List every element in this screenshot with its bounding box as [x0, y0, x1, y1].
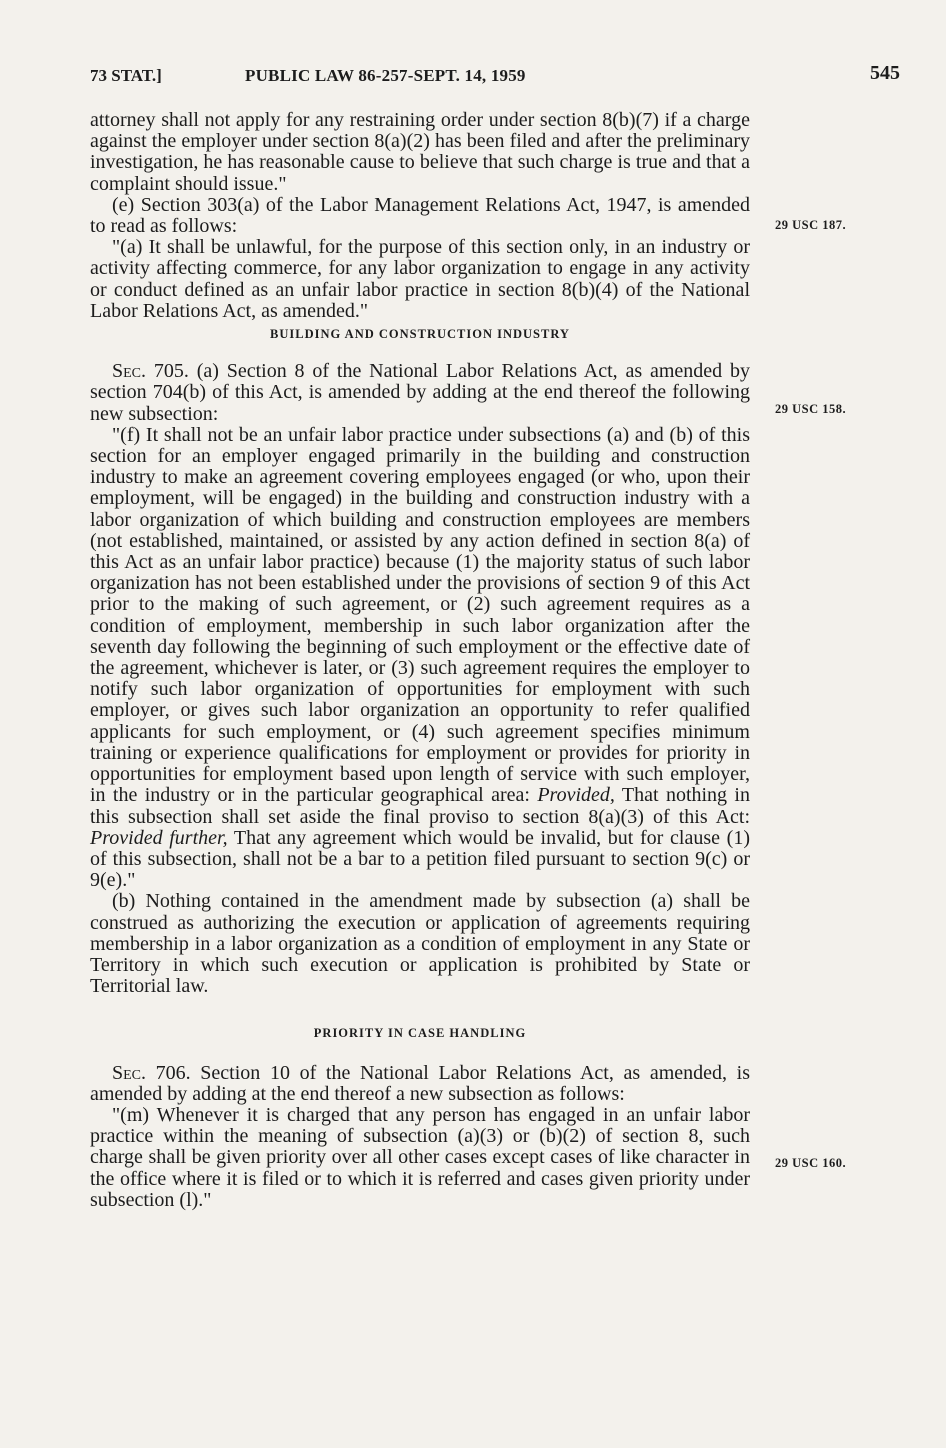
section-heading-building: BUILDING AND CONSTRUCTION INDUSTRY: [270, 327, 570, 342]
paragraph-quoted-303a: "(a) It shall be unlawful, for the purpose of this section only, in an industry or activity affecting commerce, for any labor organization to engage in any activity or conduct defined as an unfair labor practice in section 8(b)(4) of the National Labor Relations Act, as amended.": [90, 236, 750, 322]
section-heading-priority: PRIORITY IN CASE HANDLING: [313, 1026, 527, 1041]
paragraph-sec-705: [90, 361, 750, 425]
sec-label-705: Sec.: [112, 360, 147, 383]
sec-705-text: 705. (a) Section 8 of the National Labor Relations Act, as amended by section 704(b) of this Act, is amended by adding at the end thereof the following new subsection:: [90, 360, 750, 425]
paragraph-subsection-f: [90, 425, 750, 891]
provided-term-2: Provided further,: [90, 826, 228, 849]
paragraph-intro: attorney shall not apply for any restraining order under section 8(b)(7) if a charge against the employer under section 8(a)(2) has been filed and after the preliminary investigation, he has reasonable cause to believe that such charge is true and that a complaint should issue.": [90, 109, 750, 195]
paragraph-subsection-e: (e) Section 303(a) of the Labor Management Relations Act, 1947, is amended to read as follows:: [90, 193, 750, 238]
paragraph-subsection-b: (b) Nothing contained in the amendment made by subsection (a) shall be construed as authorizing the execution or application of agreements requiring membership in a labor organization as a condition of employment in any State or Territory in which such execution or application is prohibited by State or Territorial law.: [90, 890, 750, 998]
margin-note-usc-160: 29 USC 160.: [775, 1156, 847, 1170]
page-header: [90, 64, 900, 94]
margin-note-usc-158: 29 USC 158.: [775, 402, 847, 416]
subsection-f-text-1: "(f) It shall not be an unfair labor practice under subsections (a) and (b) of this section for an employer engaged primarily in the building and construction industry to make an agreement covering employees engaged (or who, upon their employment, will be engaged) in the building and construction industry with a labor organization of which building and construction employees are members (not established, maintained, or assisted by any action defined in section 8(a) of this Act as an unfair labor practice) because (1) the majority status of such labor organization has not been established under the provisions of section 9 of this Act prior to the making of such agreement, or (2) such agreement requires as a condition of employment, membership in such labor organization after the seventh day following the beginning of such employment or the effective date of the agreement, whichever is later, or (3) such agreement requires the employer to notify such labor organization of opportunities for employment with such employer, or gives such labor organization an opportunity to refer qualified applicants for such employment, or (4) such agreement specifies minimum training or experience qualifications for employment or provides for priority in opportunities for employment based upon length of service with such employer, in the industry or in the particular geographical area:: [90, 423, 750, 807]
volume-reference: 73 STAT.]: [90, 66, 162, 85]
provided-term-1: Provided,: [537, 784, 615, 807]
subsection-f-text-3: That any agreement which would be invalid, but for clause (1) of this subsection, shall not be a bar to a petition filed pursuant to section 9(c) or 9(e).": [90, 826, 750, 892]
page-number: 545: [870, 62, 900, 84]
sec-label-706: Sec.: [112, 1061, 147, 1084]
body-text: [90, 110, 750, 1211]
paragraph-subsection-m: "(m) Whenever it is charged that any person has engaged in an unfair labor practice within the meaning of subsection (a)(3) or (b)(2) of section 8, such charge shall be given priority over all other cases except cases of like character in the office where it is filed or to which it is referred and cases given priority under subsection (l).": [90, 1103, 750, 1211]
running-title: PUBLIC LAW 86-257-SEPT. 14, 1959: [245, 66, 526, 85]
margin-note-usc-187: 29 USC 187.: [775, 218, 847, 232]
subsection-f-text-2: That nothing in this subsection shall set aside the final proviso to section 8(a)(3) of this Act:: [90, 784, 750, 828]
paragraph-sec-706: [90, 1063, 750, 1105]
sec-706-text: 706. Section 10 of the National Labor Relations Act, as amended, is amended by adding at the end thereof a new subsection as follows:: [90, 1061, 750, 1105]
